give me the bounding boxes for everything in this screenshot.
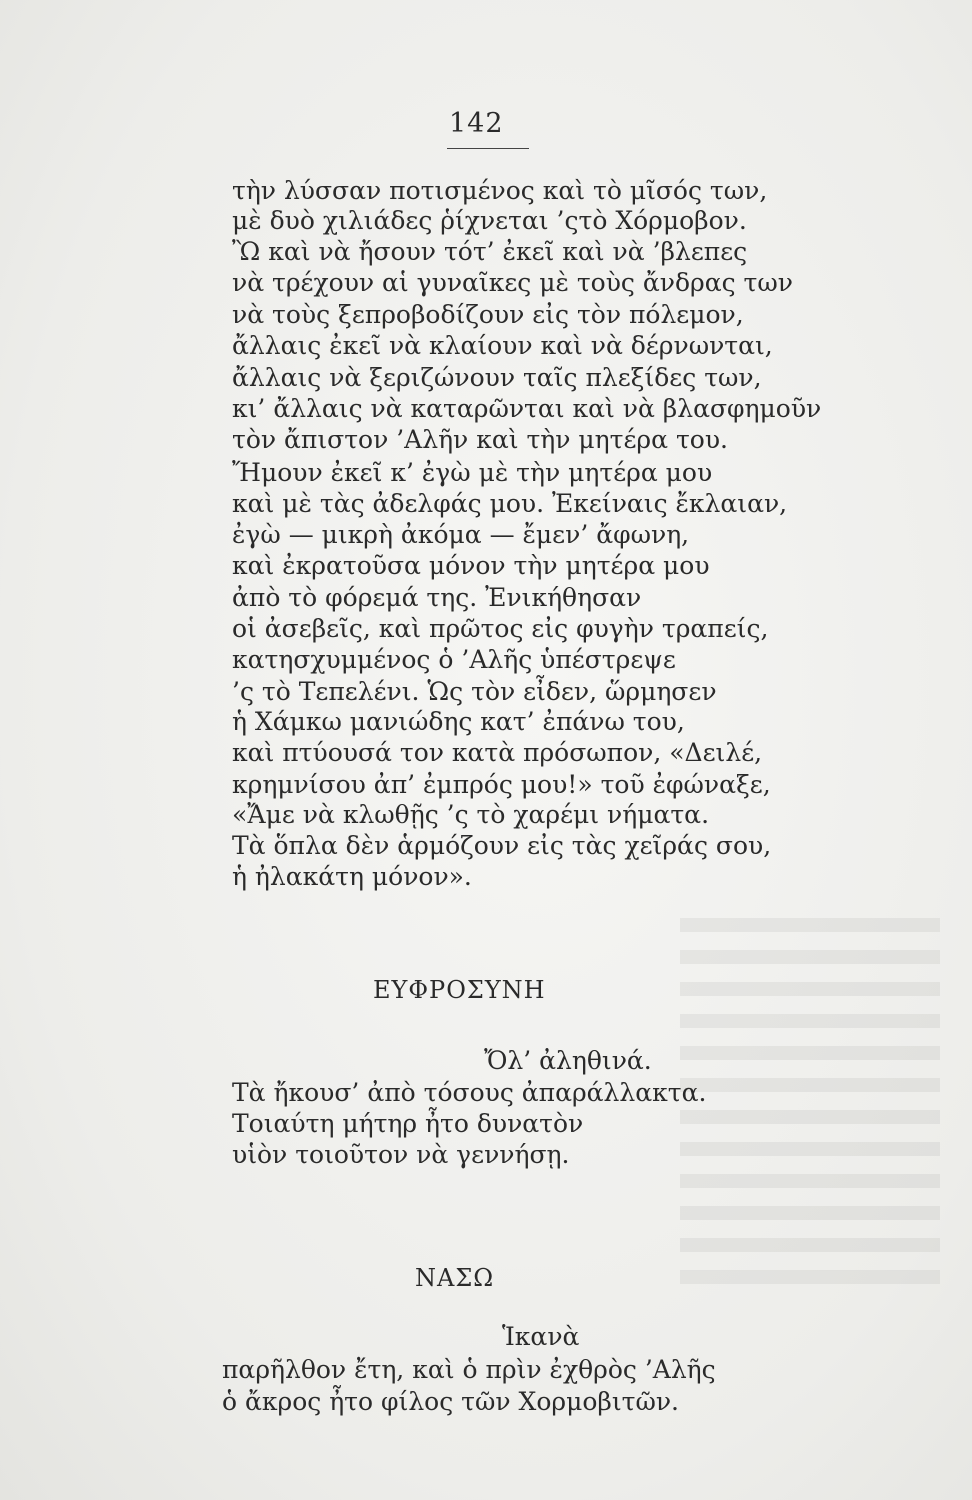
verse-line: Ἤμουν ἐκεῖ κ’ ἐγὼ μὲ τὴν μητέρα μου bbox=[232, 458, 713, 487]
verse-line: τὴν λύσσαν ποτισμένος καὶ τὸ μῖσός των, bbox=[232, 176, 768, 205]
verse-line: Τὰ ὅπλα δὲν ἁρμόζουν εἰς τὰς χεῖράς σου, bbox=[232, 831, 772, 860]
verse-line: Τοιαύτη μήτηρ ἦτο δυνατὸν bbox=[232, 1109, 584, 1138]
verse-line: τὸν ἄπιστον ’Αλῆν καὶ τὴν μητέρα του. bbox=[232, 425, 728, 454]
page-number: 142 bbox=[449, 108, 504, 139]
verse-line: καὶ ἐκρατοῦσα μόνον τὴν μητέρα μου bbox=[232, 551, 710, 580]
verse-line: παρῆλθον ἔτη, καὶ ὁ πρὶν ἐχθρὸς ’Αλῆς bbox=[222, 1355, 716, 1384]
verse-line: ὁ ἄκρος ἦτο φίλος τῶν Χορμοβιτῶν. bbox=[222, 1387, 679, 1416]
speaker-name: ΝΑΣΩ bbox=[415, 1264, 495, 1292]
verse-line: ἀπὸ τὸ φόρεμά της. Ἐνικήθησαν bbox=[232, 583, 642, 612]
verse-line: ἄλλαις νὰ ξεριζώνουν ταῖς πλεξίδες των, bbox=[232, 363, 762, 392]
verse-line: νὰ τρέχουν αἱ γυναῖκες μὲ τοὺς ἄνδρας των bbox=[232, 268, 793, 297]
verse-line: Ὢ καὶ νὰ ἤσουν τότ’ ἐκεῖ καὶ νὰ ’βλεπες bbox=[232, 237, 748, 266]
verse-line: κατησχυμμένος ὁ ’Αλῆς ὑπέστρεψε bbox=[232, 645, 676, 674]
verse-line: μὲ δυὸ χιλιάδες ῥίχνεται ’ςτὸ Χόρμοβον. bbox=[232, 206, 747, 235]
verse-line: κι’ ἄλλαις νὰ καταρῶνται καὶ νὰ βλασφημοῦν bbox=[232, 394, 822, 423]
verse-line: κρημνίσου ἀπ’ ἐμπρός μου!» τοῦ ἐφώναξε, bbox=[232, 770, 771, 799]
show-through-text bbox=[680, 900, 940, 1420]
page-number-rule bbox=[447, 148, 529, 149]
verse-line: υἱὸν τοιοῦτον νὰ γεννήσῃ. bbox=[232, 1140, 570, 1169]
verse-line: ’ς τὸ Τεπελένι. Ὡς τὸν εἶδεν, ὥρμησεν bbox=[232, 677, 717, 706]
verse-line: καὶ μὲ τὰς ἀδελφάς μου. Ἐκείναις ἔκλαιαν, bbox=[232, 489, 788, 518]
verse-line: νὰ τοὺς ξεπροβοδίζουν εἰς τὸν πόλεμον, bbox=[232, 300, 744, 329]
verse-line: «Ἄμε νὰ κλωθῇς ’ς τὸ χαρέμι νήματα. bbox=[232, 800, 710, 829]
verse-line: ἄλλαις ἐκεῖ νὰ κλαίουν καὶ νὰ δέρνωνται, bbox=[232, 331, 773, 360]
verse-line: Τὰ ἤκουσ’ ἀπὸ τόσους ἀπαράλλακτα. bbox=[232, 1078, 707, 1107]
verse-line: οἱ ἀσεβεῖς, καὶ πρῶτος εἰς φυγὴν τραπείς, bbox=[232, 614, 769, 643]
speaker-name: ΕΥΦΡΟΣΥΝΗ bbox=[373, 976, 546, 1004]
verse-line: ἡ Χάμκω μανιώδης κατ’ ἐπάνω του, bbox=[232, 707, 685, 736]
verse-line: καὶ πτύουσά τον κατὰ πρόσωπον, «Δειλέ, bbox=[232, 738, 763, 767]
verse-line: Ἱκανὰ bbox=[502, 1322, 580, 1351]
verse-line: ἡ ἠλακάτη μόνον». bbox=[232, 862, 472, 891]
verse-line: ἐγὼ — μικρὴ ἀκόμα — ἔμεν’ ἄφωνη, bbox=[232, 520, 690, 549]
verse-line: Ὄλ’ ἀληθινά. bbox=[484, 1046, 652, 1075]
